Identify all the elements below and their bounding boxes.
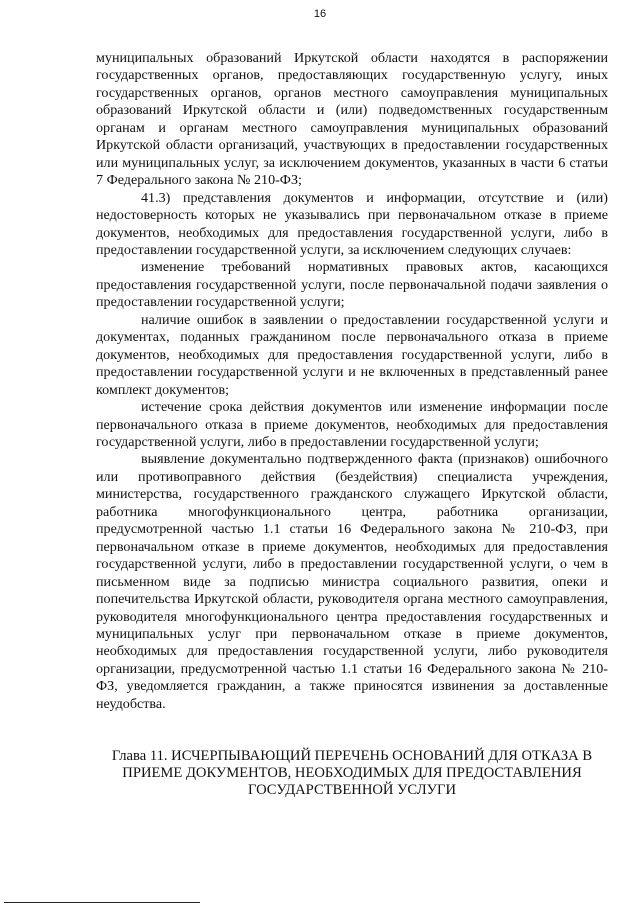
paragraph-continuation: муниципальных образований Иркутской области находятся в распоряжении государственных органов, предоставляющих государственную услугу, иных государственных органов, органов местного самоуправления муниципальных образований Иркутской области и (или) подведомственных государственным органам и органам местного самоуправления муниципальных образований Иркутской области организаций, участвующих в предоставлении государственных или муниципальных услуг, за исключением документов, указанных в части 6 статьи 7 Федерального закона № 210-ФЗ; xyxy=(96,50,608,189)
paragraph-exception-4: выявление документально подтвержденного факта (признаков) ошибочного или противоправного действия (бездействия) специалиста учреждения, министерства, государственного гражданского служащего Иркутской области, работника многофункционального центра, работника организации, предусмотренной частью 1.1 статьи 16 Федерального закона № 210-ФЗ, при первоначальном отказе в приеме документов, необходимых для предоставления государственной услуги, либо в предоставлении государственной услуги, о чем в письменном виде за подписью министра социального развития, опеки и попечительства Иркутской области, руководителя органа местного самоуправления, руководителя многофункционального центра предоставления государственных и муниципальных услуг при первоначальном отказе в приеме документов, необходимых для предоставления государственной услуги, либо руководителя организации, предусмотренной частью 1.1 статьи 16 Федерального закона № 210-ФЗ, уведомляется гражданин, а также приносятся извинения за доставленные неудобства. xyxy=(96,451,608,712)
paragraph-exception-1: изменение требований нормативных правовых актов, касающихся предоставления государственной услуги, после первоначальной подачи заявления о предоставлении государственной услуги; xyxy=(96,259,608,311)
footnote-divider xyxy=(4,902,200,903)
page-number: 16 xyxy=(313,8,327,20)
chapter-heading: Глава 11. ИСЧЕРПЫВАЮЩИЙ ПЕРЕЧЕНЬ ОСНОВАНИЙ ДЛЯ ОТКАЗА В ПРИЕМЕ ДОКУМЕНТОВ, НЕОБХОДИМЫХ ДЛЯ ПРЕДОСТАВЛЕНИЯ ГОСУДАРСТВЕННОЙ УСЛУГИ xyxy=(111,748,593,798)
paragraph-item-41-3: 41.3) представления документов и информации, отсутствие и (или) недостоверность которых не указывались при первоначальном отказе в приеме документов, необходимых для предоставления государственной услуги, либо в предоставлении государственной услуги, за исключением следующих случаев: xyxy=(96,189,608,258)
paragraph-exception-3: истечение срока действия документов или изменение информации после первоначального отказа в приеме документов, необходимых для предоставления государственной услуги, либо в предоставлении государственной услуги; xyxy=(96,399,608,450)
body-text xyxy=(96,50,608,713)
paragraph-exception-2: наличие ошибок в заявлении о предоставлении государственной услуги и документах, поданных гражданином после первоначального отказа в приеме документов, необходимых для предоставления государственной услуги, либо в предоставлении государственной услуги и не включенных в представленный ранее комплект документов; xyxy=(96,311,608,398)
